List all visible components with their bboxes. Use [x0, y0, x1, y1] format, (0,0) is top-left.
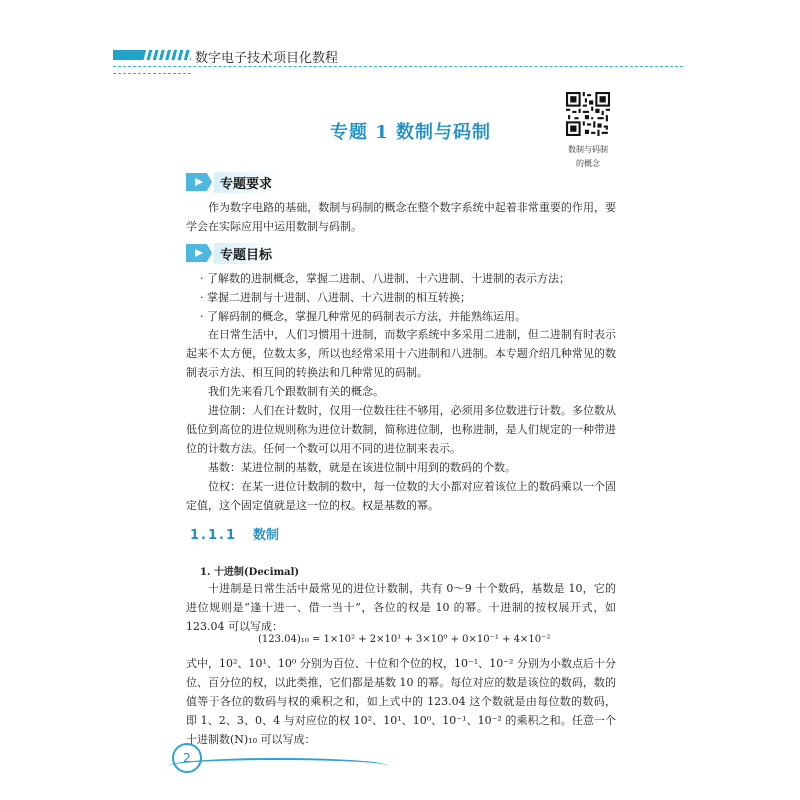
section-title: 专题目标 [214, 243, 280, 264]
qr-caption-line1: 数制与码制 [568, 145, 608, 154]
subsection-number: 1.1.1 [190, 528, 238, 543]
header-solid-bar [113, 50, 143, 60]
qr-caption-line2: 的概念 [576, 159, 600, 168]
book-title: 数字电子技术项目化教程 [195, 51, 339, 66]
section-header-requirements [186, 172, 280, 192]
section-header-goals [186, 243, 280, 263]
header-striped-bar [143, 50, 191, 60]
play-arrow-icon [186, 173, 212, 191]
paragraph: 在日常生活中，人们习惯用十进制，而数字系统中多采用二进制，但二进制有时表示起来不太方便，位数太多，所以也经常采用十六进制和八进制。本专题介绍几种常见的数制表示方法、相互间的转换法和几种常见的码制。 [186, 328, 616, 379]
decimal-heading: 1. 十进制(Decimal) [200, 567, 300, 578]
paragraph: 十进制是日常生活中最常见的进位计数制，共有 0～9 十个数码，基数是 10，它的进位规则是“逢十进一、借一当十”，各位的权是 10 的幂。十进制的按权展开式，如 123.04 可以写成： [186, 582, 616, 633]
bullet-item: · 了解码制的概念，掌握几种常见的码制表示方法，并能熟练运用。 [200, 310, 526, 323]
chapter-title: 专题 1 数制与码制 [330, 122, 492, 143]
header-divider-short [113, 73, 191, 74]
paragraph: 基数：某进位制的基数，就是在该进位制中用到的数码的个数。 [208, 461, 516, 474]
bullet-item: · 了解数的进制概念，掌握二进制、八进制、十六进制、十进制的表示方法； [200, 272, 570, 285]
paragraph: 位权：在某一进位计数制的数中，每一位数的大小都对应着该位上的数码乘以一个固定值，这个固定值就是这一位的权。权是基数的幂。 [186, 480, 616, 512]
page-number: 2 [172, 743, 202, 773]
subsection-heading [190, 524, 279, 543]
paragraph: 进位制：人们在计数时，仅用一位数往往不够用，必须用多位数进行计数。多位数从低位到高位的进位规则称为进位计数制，简称进位制，也称进制，是人们规定的一种带进位的计数方法。任何一个数可以用不同的进位制来表示。 [186, 404, 616, 455]
bullet-item: · 掌握二进制与十进制、八进制、十六进制的相互转换； [200, 291, 471, 304]
formula: (123.04)₁₀ = 1×10² + 2×10¹ + 3×10⁰ + 0×10⁻¹ + 4×10⁻² [258, 634, 551, 645]
qr-caption [562, 143, 614, 171]
qr-code-icon [566, 92, 610, 136]
play-arrow-icon [186, 244, 212, 262]
subsection-title: 数制 [253, 528, 280, 543]
header-divider [113, 66, 683, 67]
paragraph: 式中，10²、10¹、10⁰ 分别为百位、十位和个位的权，10⁻¹、10⁻² 分别为小数点后十分位、百分位的权，以此类推，它们都是基数 10 的幂。每位对应的数是该位的数码，数的值等于各位的数码与权的乘积之和，如上式中的 123.04 这个数就是由每位数的数码，即 1、2、3、0、4 与对应位的权 10²、10¹、10⁰、10⁻¹、10⁻² 的乘积之和。任意一个十进制数(N)₁₀ 可以写成： [186, 657, 616, 746]
paragraph: 我们先来看几个跟数制有关的概念。 [208, 385, 384, 398]
section-title: 专题要求 [214, 172, 280, 193]
paragraph: 作为数字电路的基础，数制与码制的概念在整个数字系统中起着非常重要的作用，要学会在实际应用中运用数制与码制。 [186, 201, 616, 233]
header-decoration [113, 50, 191, 60]
